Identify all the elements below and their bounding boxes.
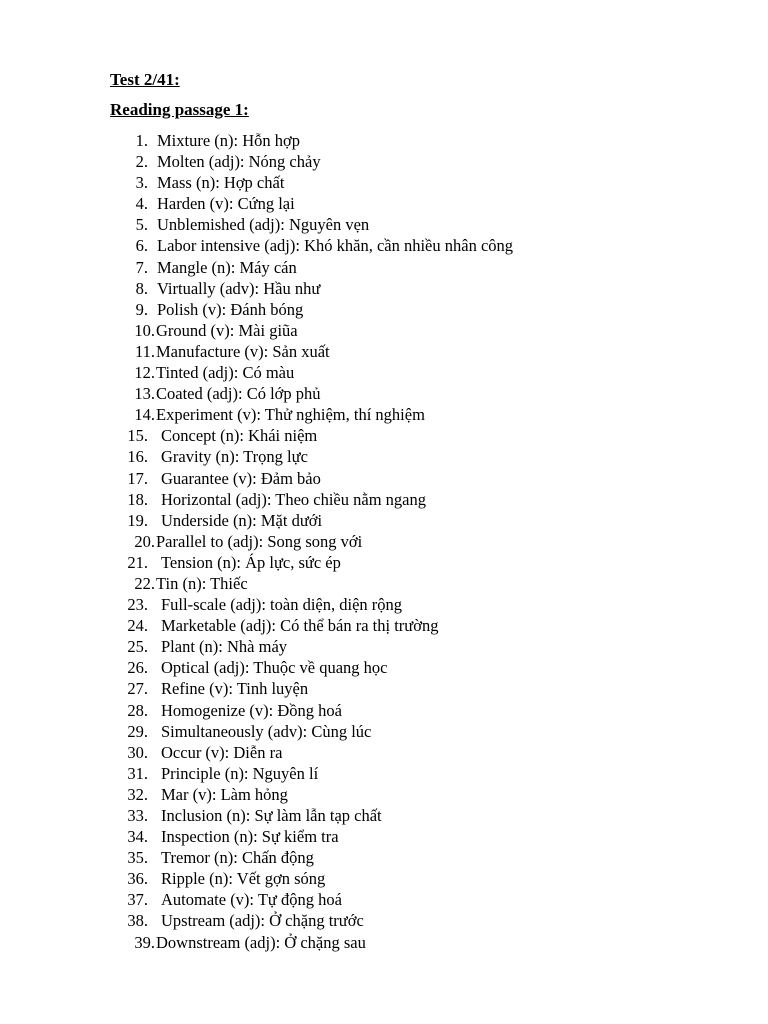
vocab-text: Molten (adj): Nóng chảy <box>157 152 321 172</box>
vocab-number: 34. <box>127 827 148 847</box>
vocab-number: 30. <box>127 742 148 762</box>
vocab-number: 21. <box>127 552 148 572</box>
vocab-text: Unblemished (adj): Nguyên vẹn <box>157 215 370 235</box>
vocab-text: Downstream (adj): Ở chặng sau <box>156 932 366 952</box>
vocab-text: Ripple (n): Vết gợn sóng <box>161 869 326 889</box>
vocab-number: 33. <box>127 806 148 825</box>
vocab-text: Optical (adj): Thuộc về quang học <box>161 658 388 678</box>
vocab-text: Coated (adj): Có lớp phủ <box>156 384 321 404</box>
vocab-number: 5. <box>135 215 148 235</box>
vocab-number: 27. <box>127 679 148 699</box>
vocab-number: 7. <box>135 257 148 277</box>
vocab-text: Tinted (adj): Có màu <box>156 363 295 383</box>
vocab-text: Tremor (n): Chấn động <box>161 848 314 868</box>
vocab-text: Concept (n): Khái niệm <box>161 426 318 446</box>
vocab-text: Mar (v): Làm hỏng <box>161 784 288 804</box>
vocab-number: 28. <box>127 700 148 720</box>
vocab-number: 20. <box>134 531 155 551</box>
vocab-number: 22. <box>134 573 155 593</box>
vocab-text: Inclusion (n): Sự làm lẫn tạp chất <box>161 806 382 825</box>
vocab-number: 6. <box>135 236 148 256</box>
vocab-text: Upstream (adj): Ở chặng trước <box>161 911 364 931</box>
vocab-text: Guarantee (v): Đảm bảo <box>161 468 321 488</box>
vocab-number: 26. <box>127 658 148 678</box>
vocab-text: Polish (v): Đánh bóng <box>157 299 304 319</box>
vocab-number: 9. <box>135 299 148 319</box>
vocab-text: Automate (v): Tự động hoá <box>161 890 342 910</box>
vocab-number: 13. <box>134 384 155 404</box>
vocab-number: 25. <box>127 637 148 657</box>
vocab-text: Virtually (adv): Hầu như <box>157 278 321 298</box>
vocab-text: Tension (n): Áp lực, sức ép <box>161 552 341 572</box>
vocab-number: 8. <box>135 278 148 298</box>
vocab-text: Occur (v): Diễn ra <box>161 742 283 762</box>
vocab-text: Experiment (v): Thử nghiệm, thí nghiệm <box>156 405 425 425</box>
vocab-text: Underside (n): Mặt dưới <box>161 510 323 530</box>
vocab-text: Manufacture (v): Sản xuất <box>156 341 330 361</box>
vocab-text: Homogenize (v): Đồng hoá <box>161 700 342 720</box>
vocab-number: 32. <box>127 784 148 804</box>
vocab-text: Full-scale (adj): toàn diện, diện rộng <box>161 595 403 615</box>
vocab-text: Tin (n): Thiếc <box>156 573 248 593</box>
vocab-text: Harden (v): Cứng lại <box>157 194 295 214</box>
vocab-text: Simultaneously (adv): Cùng lúc <box>161 721 372 741</box>
vocab-number: 39. <box>134 932 155 952</box>
section-heading: Reading passage 1: <box>110 100 249 119</box>
vocab-text: Plant (n): Nhà máy <box>161 637 288 657</box>
vocab-number: 1. <box>135 131 148 150</box>
vocab-number: 29. <box>127 721 148 741</box>
vocab-text: Mangle (n): Máy cán <box>157 257 297 277</box>
vocab-number: 23. <box>127 595 148 615</box>
vocab-number: 14. <box>134 405 155 425</box>
vocab-number: 38. <box>127 911 148 931</box>
vocab-number: 11. <box>134 341 155 361</box>
vocab-text: Horizontal (adj): Theo chiều nằm ngang <box>161 489 426 509</box>
vocab-text: Marketable (adj): Có thể bán ra thị trường <box>161 616 439 636</box>
vocab-number: 37. <box>127 890 148 910</box>
vocab-text: Labor intensive (adj): Khó khăn, cần nhiều nhân công <box>157 236 514 256</box>
vocab-number: 36. <box>127 869 148 889</box>
vocab-number: 3. <box>135 173 148 193</box>
vocab-text: Ground (v): Mài giũa <box>156 320 298 340</box>
vocab-text: Principle (n): Nguyên lí <box>161 763 319 783</box>
vocab-number: 2. <box>135 152 148 172</box>
vocab-number: 24. <box>127 616 148 636</box>
vocab-number: 16. <box>127 447 148 467</box>
vocab-number: 35. <box>127 848 148 868</box>
vocab-text: Mixture (n): Hỗn hợp <box>157 131 300 150</box>
vocab-number: 15. <box>127 426 148 446</box>
vocab-text: Refine (v): Tinh luyện <box>161 679 309 699</box>
vocab-number: 10. <box>134 320 155 340</box>
document-title: Test 2/41: <box>110 70 180 89</box>
vocab-number: 19. <box>127 510 148 530</box>
vocab-text: Gravity (n): Trọng lực <box>161 447 308 467</box>
vocab-text: Inspection (n): Sự kiểm tra <box>161 827 339 847</box>
vocab-number: 17. <box>127 468 148 488</box>
vocab-number: 12. <box>134 363 155 383</box>
vocab-number: 18. <box>127 489 148 509</box>
vocab-text: Mass (n): Hợp chất <box>157 173 285 193</box>
vocab-number: 4. <box>135 194 148 214</box>
vocab-number: 31. <box>127 763 148 783</box>
vocab-text: Parallel to (adj): Song song với <box>156 531 363 551</box>
